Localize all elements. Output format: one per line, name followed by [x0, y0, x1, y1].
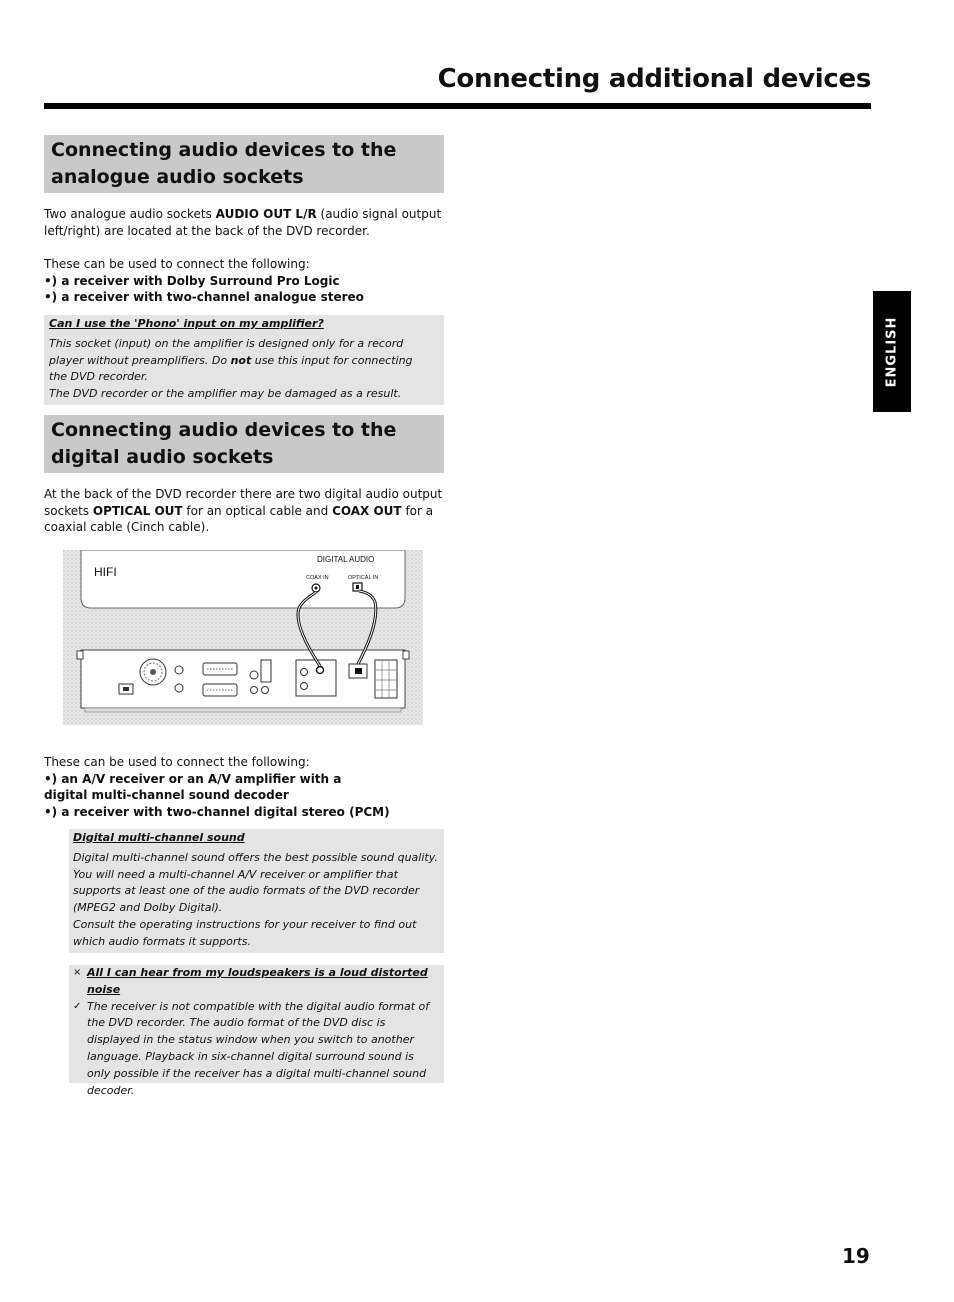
list-intro: These can be used to connect the following:	[44, 257, 310, 271]
svideo-socket-icon	[250, 671, 258, 679]
fan-hub	[150, 669, 156, 675]
rca-socket-icon	[262, 687, 269, 694]
section-heading-analogue: Connecting audio devices to the analogue audio sockets	[44, 135, 444, 193]
list-item: •) a receiver with two-channel digital stereo (PCM)	[44, 804, 390, 819]
coax-in-socket-pin	[315, 587, 318, 590]
text-run: (audio signal output left/right) are located at the back of the DVD recorder.	[44, 207, 442, 238]
note-text: Consult the operating instructions for your receiver to find out which audio formats it supports.	[73, 917, 417, 948]
antenna-socket-icon	[175, 666, 183, 674]
optical-in-socket-core	[356, 585, 359, 589]
coax-in-label: COAX IN	[306, 575, 329, 581]
note-text	[49, 336, 434, 386]
audio-out-block	[296, 660, 336, 696]
text-run: not	[230, 353, 252, 367]
trouble-problem: All I can hear from my loudspeakers is a loud distorted noise	[87, 966, 428, 996]
text-run: for an optical cable and	[182, 503, 333, 518]
digital-device-list	[44, 754, 444, 820]
note-title: Digital multi-channel sound	[73, 831, 245, 844]
text-run: This socket (input) on the amplifier is designed only for a record player without preamplifiers. Do	[49, 336, 404, 367]
trouble-solution: The receiver is not compatible with the digital audio format of the DVD recorder. The audio format of the DVD disc is displayed in the status window when you switch to another language. Playback in six-channel digital surround sound is only possible if the receiver has a digital multi-channel sound decoder.	[87, 999, 430, 1097]
coax-out-socket-icon	[317, 667, 324, 674]
switch-icon	[261, 660, 271, 682]
trouble-problem-row	[73, 965, 438, 999]
text-run: use this input for connecting the DVD recorder.	[49, 353, 413, 384]
text-run: for a coaxial cable (Cinch cable).	[44, 503, 434, 535]
section-heading-digital: Connecting audio devices to the digital audio sockets	[44, 415, 444, 473]
page-number: 19	[842, 1244, 870, 1268]
dvd-recorder-panel	[81, 650, 405, 708]
note-text: The DVD recorder or the amplifier may be damaged as a result.	[49, 387, 402, 401]
panel-edge-right	[403, 651, 409, 659]
list-item: •) an A/V receiver or an A/V amplifier with a digital multi-channel sound decoder	[44, 771, 342, 803]
connection-diagram	[63, 550, 423, 725]
mains-socket-pins	[123, 687, 129, 691]
page-title: Connecting additional devices	[437, 64, 871, 94]
digital-audio-label: DIGITAL AUDIO	[317, 555, 375, 564]
trouble-solution-row	[73, 999, 438, 1100]
analogue-intro-paragraph	[44, 206, 444, 239]
audio-out-lr-label: AUDIO OUT L/R	[215, 207, 317, 221]
antenna-socket-icon	[175, 684, 183, 692]
note-text: Digital multi-channel sound offers the best possible sound quality. You will need a multi-channel A/V receiver or amplifier that supports at least one of the audio formats of the DVD recorder (MPEG2 and Dolby Digital).	[73, 850, 438, 915]
panel-base	[85, 708, 401, 712]
optical-out-label: OPTICAL OUT	[92, 503, 183, 518]
audio-out-l-socket-icon	[301, 669, 308, 676]
text-run: At the back of the DVD recorder there are two digital audio output sockets	[44, 487, 443, 518]
phono-note-box	[44, 315, 444, 405]
title-rule	[44, 103, 871, 109]
list-item: •) a receiver with two-channel analogue stereo	[44, 290, 364, 305]
rca-socket-icon	[251, 687, 258, 694]
panel-edge-left	[77, 651, 83, 659]
language-tab	[873, 291, 911, 412]
text-run: Two analogue audio sockets	[44, 207, 216, 221]
hifi-label: HIFI	[94, 565, 117, 579]
multichannel-note-box	[69, 829, 444, 953]
optical-out-socket-icon	[355, 668, 362, 674]
terminal-block-icon	[375, 660, 397, 698]
analogue-device-list	[44, 256, 444, 306]
check-icon: ✓	[73, 1000, 82, 1012]
coax-out-label: COAX OUT	[332, 503, 402, 518]
note-title: Can I use the 'Phono' input on my amplifier?	[49, 317, 324, 330]
troubleshooting-box	[69, 965, 444, 1097]
language-tab-label: ENGLISH	[884, 316, 900, 387]
optical-in-label: OPTICAL IN	[348, 575, 379, 581]
cross-icon: ×	[73, 967, 82, 978]
list-intro: These can be used to connect the following:	[44, 755, 310, 769]
list-item: •) a receiver with Dolby Surround Pro Logic	[44, 273, 340, 288]
digital-intro-paragraph	[44, 486, 444, 536]
audio-out-r-socket-icon	[301, 683, 308, 690]
